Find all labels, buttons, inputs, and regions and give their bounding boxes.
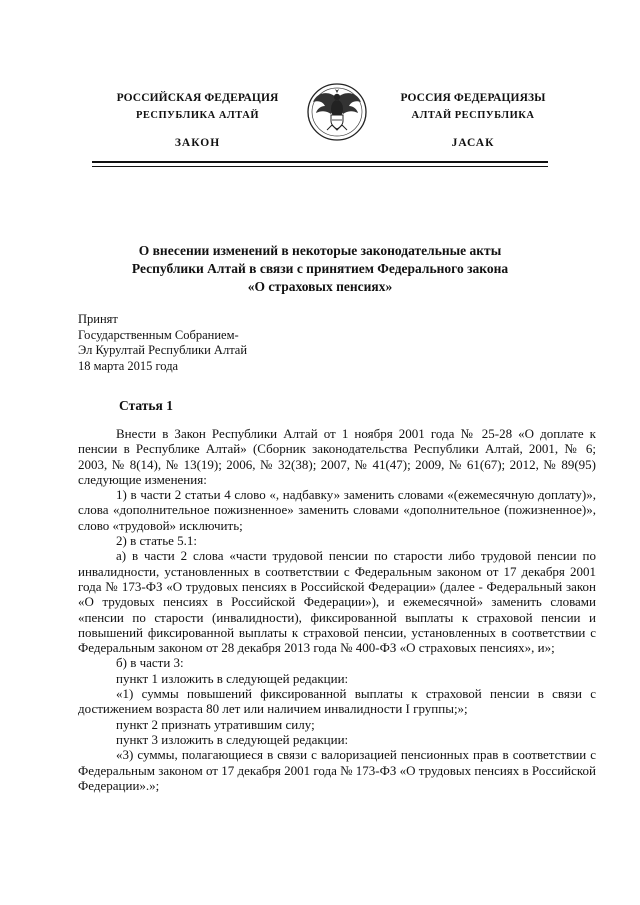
- article-body: [78, 426, 596, 793]
- paragraph: б) в части 3:: [116, 655, 184, 671]
- law-title-line-3: «О страховых пенсиях»: [247, 279, 393, 294]
- adoption-line-2: Государственным Собранием-: [78, 327, 239, 342]
- header-divider-thick: [92, 161, 548, 163]
- header-right-republic: АЛТАЙ РЕСПУБЛИКА: [411, 110, 535, 121]
- header-right-doctype: JАСАК: [451, 137, 495, 149]
- adoption-line-1: Принят: [78, 312, 118, 326]
- adoption-date: 18 марта 2015 года: [78, 358, 179, 373]
- header-left-country: РОССИЙСКАЯ ФЕДЕРАЦИЯ: [116, 92, 279, 104]
- article-heading: Статья 1: [119, 398, 173, 413]
- paragraph: пункт 2 признать утратившим силу;: [116, 716, 315, 732]
- header-left-republic: РЕСПУБЛИКА АЛТАЙ: [135, 110, 259, 121]
- header-left-doctype: ЗАКОН: [174, 137, 221, 149]
- law-title: [80, 242, 560, 296]
- paragraph: а) в части 2 слова «части трудовой пенсии по старости либо трудовой пенсии по инвалидности, установленных в соответствии с Федеральным законом от 17 декабря 2001 года № 173-ФЗ «О трудовых пенсиях в Российской Федерации» (далее - Федеральный закон «О трудовых пенсиях в Российской Федерации»), и ежемесячной» заменить словами «пенсии по старости (инвалидности), фиксированной выплаты к страховой пенсии и повышений фиксированной выплаты к страховой пенсии, установленных в соответствии с Федеральным законом от 28 декабря 2013 года № 400-ФЗ «О страховых пенсиях», и»;: [78, 548, 596, 656]
- law-title-line-1: О внесении изменений в некоторые законодательные акты: [138, 243, 502, 258]
- paragraph: пункт 3 изложить в следующей редакции:: [116, 731, 349, 747]
- header-divider-thin: [92, 166, 548, 167]
- paragraph: «3) суммы, полагающиеся в связи с валоризацией пенсионных прав в соответствии с Федеральным законом от 17 декабря 2001 года № 173-ФЗ «О трудовых пенсиях в Российской Федерации».»;: [78, 747, 596, 793]
- paragraph: «1) суммы повышений фиксированной выплаты к страховой пенсии в связи с достижением возраста 80 лет или наличием инвалидности I группы;»;: [78, 686, 596, 717]
- coat-of-arms-emblem-icon: [305, 82, 369, 142]
- adoption-block: [78, 312, 247, 374]
- header-right-country: РОССИЯ ФЕДЕРАЦИЯЗЫ: [400, 92, 546, 104]
- paragraph: Внести в Закон Республики Алтай от 1 ноября 2001 года № 25-28 «О доплате к пенсии в Республике Алтай» (Сборник законодательства Республики Алтай, 2001, № 6; 2003, № 8(14), № 13(19); 2006, № 32(38); 2007, № 41(47); 2009, № 61(67); 2012, № 89(95) следующие изменения:: [78, 426, 596, 487]
- law-title-line-2: Республики Алтай в связи с принятием Федерального закона: [131, 261, 509, 276]
- paragraph: 1) в части 2 статьи 4 слово «, надбавку» заменить словами «(ежемесячную доплату)», слова «дополнительное пожизненное» заменить словами «дополнительное (пожизненное)», слово «трудовой» исключить;: [78, 487, 596, 533]
- paragraph: 2) в статье 5.1:: [116, 533, 198, 549]
- adoption-line-3: Эл Курултай Республики Алтай: [78, 343, 248, 358]
- header-right: [388, 90, 558, 152]
- header-left: [100, 90, 295, 152]
- paragraph: пункт 1 изложить в следующей редакции:: [116, 670, 349, 686]
